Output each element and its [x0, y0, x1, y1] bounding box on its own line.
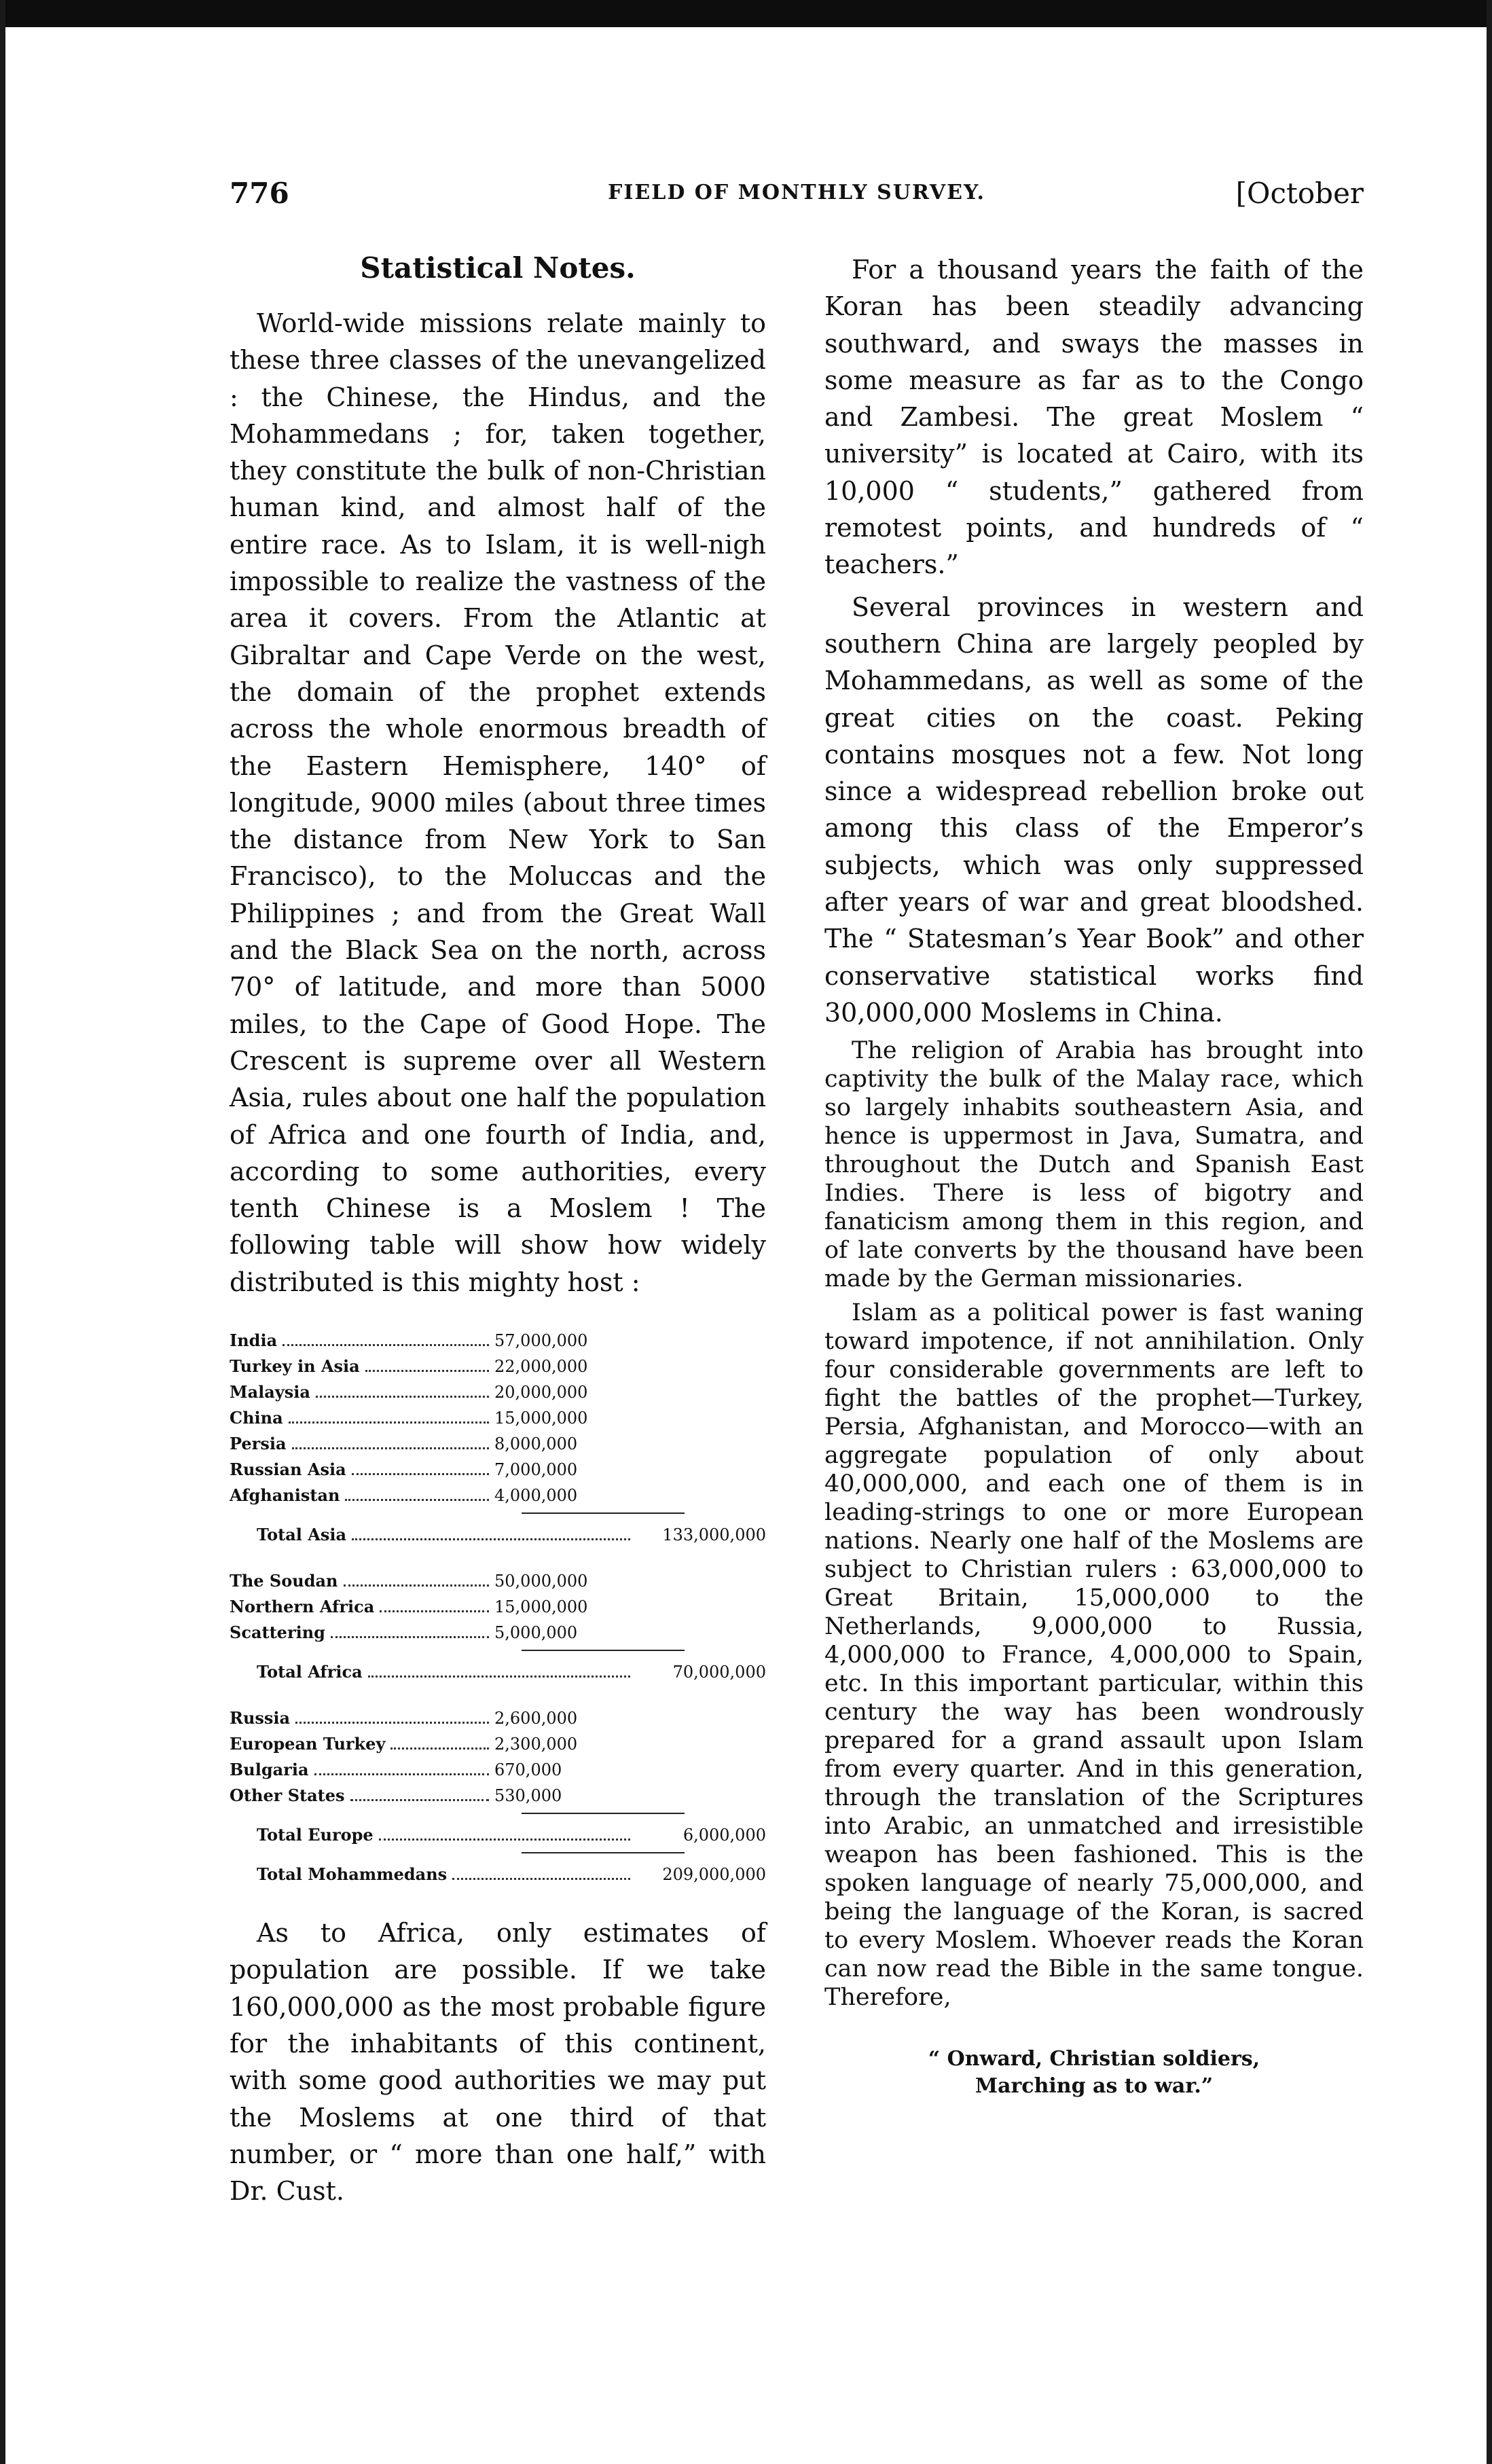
- paragraph-political-power: Islam as a political power is fast waning toward impotence, if not annihilation. Only four considerable governments are left to fight the battles of the prophet—Turkey, Persia, Afghanistan, and Morocco—with an aggregate population of only about 40,000,000, and each one of them is in leading-strings to one or more European nations. Nearly one half of the Moslems are subject to Christian rulers : 63,000,000 to Great Britain, 15,000,000 to the Netherlands, 9,000,000 to Russia, 4,000,000 to France, 4,000,000 to Spain, etc. In this important particular, within this century the way has been wondrously prepared for a grand assault upon Islam from every quarter. And in this generation, through the translation of the Scriptures into Arabic, an unmatched and irresistible weapon has been fashioned. This is the spoken language of nearly 75,000,000, and being the language of the Koran, is sacred to every Moslem. Whoever reads the Koran can now read the Bible in the same tongue. Therefore,: [824, 1299, 1364, 2012]
- leader-dots: [289, 1421, 489, 1424]
- asia-rows: [230, 1328, 766, 1508]
- row-value: 22,000,000: [494, 1357, 588, 1377]
- row-value: 4,000,000: [494, 1486, 578, 1506]
- leader-dots: [352, 1538, 630, 1540]
- scan-right-edge: [1487, 0, 1492, 2464]
- row-value: 7,000,000: [494, 1460, 578, 1480]
- row-label: Russia: [230, 1708, 291, 1728]
- table-row: [230, 1431, 766, 1457]
- leader-dots: [283, 1344, 489, 1346]
- total-label: Total Africa: [257, 1662, 363, 1682]
- right-column: [824, 251, 1364, 2100]
- table-row: [230, 1354, 766, 1379]
- row-label: Other States: [230, 1786, 345, 1806]
- closing-paragraph: As to Africa, only estimates of population are possible. If we take 160,000,000 as the most probable figure for the inhabitants of this continent, with some good authorities we may put the Moslems at one third of that number, or “ more than one half,” with Dr. Cust.: [230, 1918, 766, 2207]
- row-value: 2,600,000: [494, 1709, 578, 1728]
- table-row: [230, 1328, 766, 1354]
- page-number: 776: [230, 177, 289, 210]
- scan-top-edge: [0, 0, 1492, 27]
- table-row: [230, 1483, 766, 1508]
- leader-dots: [368, 1675, 630, 1678]
- table-row: [230, 1731, 766, 1757]
- row-label: Afghanistan: [230, 1485, 340, 1506]
- hymn-line: “ Onward, Christian soldiers,: [928, 2047, 1260, 2071]
- sum-rule: [522, 1512, 685, 1514]
- row-value: 8,000,000: [494, 1434, 578, 1454]
- table-row: [230, 1405, 766, 1431]
- row-label: Scattering: [230, 1623, 325, 1643]
- total-africa-row: [230, 1659, 766, 1685]
- paragraph-malay: The religion of Arabia has brought into captivity the bulk of the Malay race, which so largely inhabits southeastern Asia, and hence is uppermost in Java, Sumatra, and throughout the Dutch and Spanish East Indies. There is less of bigotry and fanaticism among them in this region, and of late converts by the thousand have been made by the German missionaries.: [824, 1037, 1364, 1293]
- table-row: [230, 1705, 766, 1731]
- leader-dots: [452, 1878, 630, 1880]
- total-label: Total Mohammedans: [257, 1864, 448, 1885]
- row-value: 530,000: [494, 1786, 562, 1806]
- table-row: [230, 1620, 766, 1646]
- table-row: [230, 1457, 766, 1483]
- row-value: 15,000,000: [494, 1409, 588, 1428]
- row-label: China: [230, 1408, 283, 1428]
- row-label: Malaysia: [230, 1382, 310, 1402]
- africa-rows: [230, 1568, 766, 1646]
- issue-month: [October: [1235, 177, 1364, 210]
- total-value: 133,000,000: [662, 1525, 766, 1545]
- leader-dots: [316, 1396, 489, 1398]
- paragraph-china: Several provinces in western and southern China are largely peopled by Mohammedans, as well as some of the great cities on the coast. Peking contains mosques not a few. Not long since a widespread rebellion broke out among this class of the Emperor’s subjects, which was only suppressed after years of war and great bloodshed. The “ Statesman’s Year Book” and other conservative statistical works find 30,000,000 Moslems in China.: [824, 592, 1364, 1028]
- hymn-line: Marching as to war.”: [975, 2074, 1214, 2099]
- sum-rule: [522, 1852, 685, 1853]
- leader-dots: [365, 1370, 489, 1372]
- leader-dots: [331, 1636, 489, 1638]
- total-europe-row: [230, 1822, 766, 1848]
- leader-dots: [345, 1499, 489, 1501]
- row-label: Russian Asia: [230, 1460, 346, 1480]
- running-header: [230, 177, 1364, 224]
- row-label: Bulgaria: [230, 1760, 309, 1780]
- row-value: 2,300,000: [494, 1735, 578, 1754]
- leader-dots: [350, 1799, 489, 1801]
- total-value: 70,000,000: [672, 1663, 766, 1682]
- grand-total-row: [230, 1862, 766, 1887]
- paragraph-koran: For a thousand years the faith of the Koran has been steadily advancing southward, and sways the masses in some measure as far as to the Congo and Zambesi. The great Moslem “ university” is located at Cairo, with its 10,000 “ students,” gathered from remotest points, and hundreds of “ teachers.”: [824, 255, 1364, 580]
- left-column: [230, 251, 766, 2209]
- total-value: 209,000,000: [662, 1865, 766, 1885]
- row-value: 5,000,000: [494, 1623, 578, 1643]
- total-label: Total Europe: [257, 1825, 374, 1845]
- sum-rule: [522, 1650, 685, 1651]
- row-value: 57,000,000: [494, 1331, 588, 1351]
- row-label: Turkey in Asia: [230, 1356, 360, 1377]
- leader-dots: [390, 1747, 489, 1750]
- running-title: FIELD OF MONTHLY SURVEY.: [608, 181, 985, 204]
- table-row: [230, 1568, 766, 1594]
- leader-dots: [314, 1773, 490, 1775]
- leader-dots: [295, 1722, 489, 1724]
- row-value: 50,000,000: [494, 1572, 588, 1591]
- hymn-quote: [824, 2046, 1364, 2100]
- row-label: European Turkey: [230, 1734, 386, 1754]
- section-heading: Statistical Notes.: [360, 251, 636, 285]
- leader-dots: [380, 1610, 489, 1612]
- europe-rows: [230, 1705, 766, 1809]
- row-label: Persia: [230, 1434, 287, 1454]
- row-label: India: [230, 1330, 278, 1351]
- total-label: Total Asia: [257, 1525, 347, 1545]
- page: [230, 177, 1364, 2207]
- total-value: 6,000,000: [683, 1826, 766, 1845]
- row-label: The Soudan: [230, 1571, 338, 1591]
- row-value: 670,000: [494, 1760, 562, 1780]
- sum-rule: [522, 1813, 685, 1814]
- statistics-table: [230, 1328, 766, 1887]
- leader-dots: [352, 1473, 489, 1475]
- row-label: Northern Africa: [230, 1597, 375, 1617]
- table-row: [230, 1783, 766, 1809]
- total-asia-row: [230, 1522, 766, 1548]
- intro-paragraph: World-wide missions relate mainly to these three classes of the unevangelized : the Chinese, the Hindus, and the Mohammedans ; for, taken together, they constitute the bulk of non-Christian human kind, and almost half of the entire race. As to Islam, it is well-nigh impossible to realize the vastness of the area it covers. From the Atlantic at Gibraltar and Cape Verde on the west, the domain of the prophet extends across the whole enormous breadth of the Eastern Hemisphere, 140° of longitude, 9000 miles (about three times the distance from New York to San Francisco), to the Moluccas and the Philippines ; and from the Great Wall and the Black Sea on the north, across 70° of latitude, and more than 5000 miles, to the Cape of Good Hope. The Crescent is supreme over all Western Asia, rules about one half the population of Africa and one fourth of India, and, according to some authorities, every tenth Chinese is a Moslem ! The following table will show how widely distributed is this mighty host :: [230, 308, 766, 1297]
- table-row: [230, 1379, 766, 1405]
- table-row: [230, 1594, 766, 1620]
- leader-dots: [292, 1447, 490, 1449]
- row-value: 15,000,000: [494, 1597, 588, 1617]
- row-value: 20,000,000: [494, 1383, 588, 1402]
- scan-left-edge: [0, 0, 5, 2464]
- table-row: [230, 1757, 766, 1783]
- leader-dots: [344, 1584, 489, 1587]
- leader-dots: [379, 1838, 630, 1841]
